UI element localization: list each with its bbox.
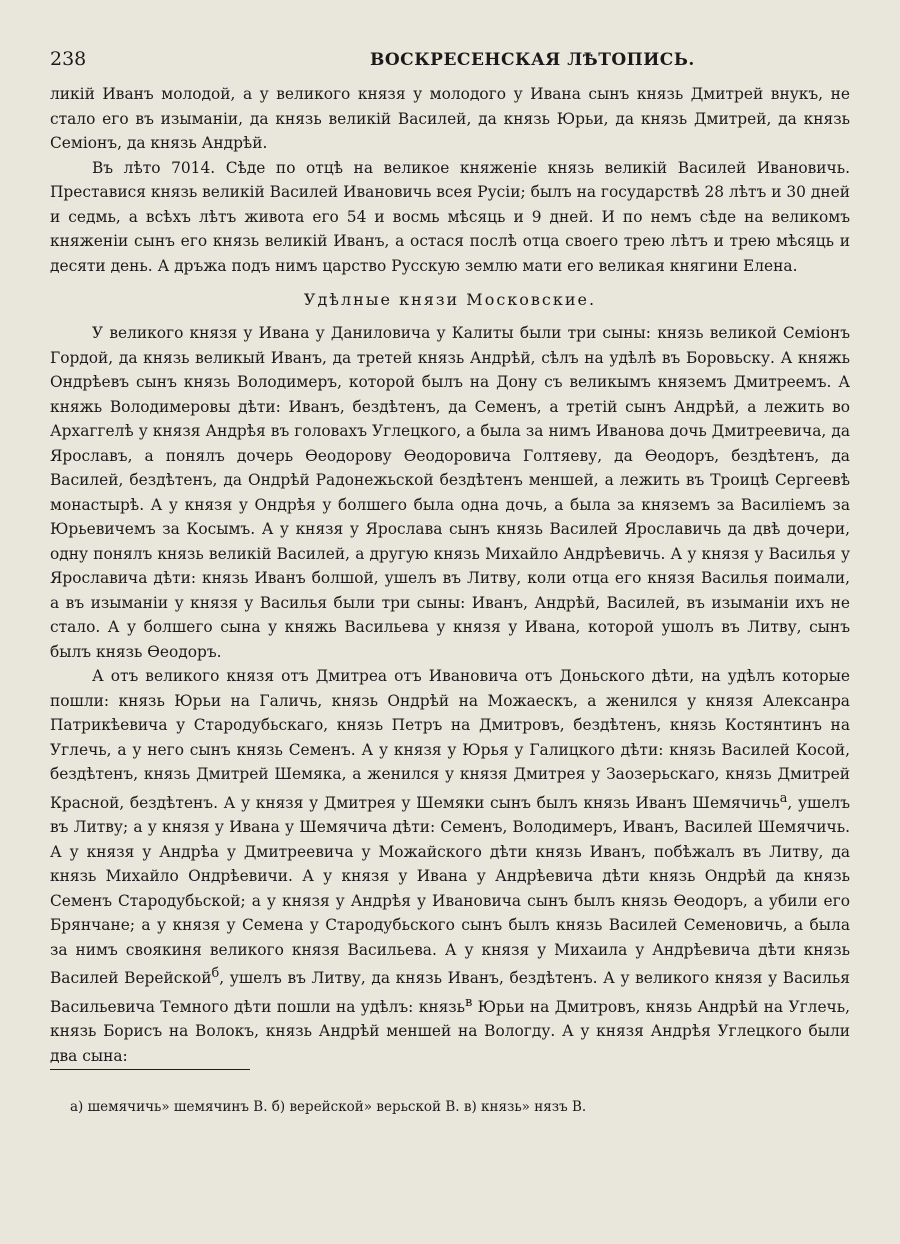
paragraph	[50, 664, 850, 1068]
running-title: ВОСКРЕСЕНСКАЯ ЛѢТОПИСЬ.	[370, 50, 695, 70]
text-run: Юрьи на Дмитровъ, князь Андрѣй на Углечь, князь Борисъ на Волокъ, князь Андрѣй меншей на Вологду. А у князя Андрѣя Углецкого были два сына:	[50, 997, 850, 1065]
footnote-divider	[50, 1069, 250, 1070]
paragraph: У великого князя у Ивана у Даниловича у Калиты были три сыны: князь великой Семiонъ Гордой, да князь великый Иванъ, да третей князь Андрѣй, сѣлъ на удѣлѣ въ Боровьску. А княжь Ондрѣевъ сынъ князь Володимеръ, которой былъ на Дону съ великымъ княземъ Дмитреемъ. А княжь Володимеровы дѣти: Иванъ, бездѣтенъ, да Семенъ, а третiй сынъ Андрѣй, а лежить во Архаггелѣ у князя Андрѣя въ головахъ Углецкого, а была за нимъ Иванова дочь Дмитреевича, да Ярославъ, а понялъ дочерь Ѳеодорову Ѳеодоровича Голтяеву, да Ѳеодоръ, бездѣтенъ, да Василей, бездѣтенъ, да Ондрѣй Радонежьской бездѣтенъ меншей, а лежить въ Троицѣ Сергеевѣ монастырѣ. А у князя у Ондрѣя у болшего была одна дочь, а была за княземъ за Василiемъ за Юрьевичемъ за Косымъ. А у князя у Ярослава сынъ князь Василей Ярославичь да двѣ дочери, одну понялъ князь великiй Василей, а другую князь Михайло Андрѣевичь. А у князя у Василья у Ярославича дѣти: князь Иванъ болшой, ушелъ въ Литву, коли отца его князя Василья поимали, а въ изыманiи у князя у Василья были три сыны: Иванъ, Андрѣй, Василей, въ изыманiи ихъ не стало. А у болшего сына у княжь Васильева у князя у Ивана, которой ушолъ въ Литву, сынъ былъ князь Ѳеодоръ.	[50, 324, 850, 661]
paragraph: ликiй Иванъ молодой, а у великого князя у молодого у Ивана сынъ князь Дмитрей внукъ, не стало его въ изыманiи, да князь великiй Василей, да князь Юрьи, да князь Дмитрей, да князь Семiонъ, да князь Андрѣй.	[50, 85, 850, 152]
page-number: 238	[50, 48, 87, 70]
footnote-marker: б	[211, 966, 220, 982]
text-run: , ушелъ въ Литву; а у князя у Ивана у Шемячича дѣти: Семенъ, Володимеръ, Иванъ, Василей Шемячичь. А у князя у Андрѣа у Дмитреевича у Можайского дѣти князь Иванъ, побѣжалъ въ Литву, да князь Михайло Ондрѣевичи. А у князя у Ивана у Андрѣевича дѣти князь Ондрѣй да князь Семенъ Стародубьской; а у князя у Андрѣя у Ивановича сынъ былъ князь Ѳеодоръ, а убили его Брянчане; а у князя у Семена у Стародубьского сынъ былъ князь Василей Семеновичь, а была за нимъ своякиня великого князя Васильева. А у князя у Михаила у Андрѣевича дѣти князь Василей Верейской	[50, 793, 850, 988]
text-run: А отъ великого князя отъ Дмитреа отъ Ивановича отъ Доньского дѣти, на удѣлъ которые пошли: князь Юрьи на Галичь, князь Ондрѣй на Можаескъ, а женился у князя Алексанра Патрикѣевича у Стародубьскаго, князь Петръ на Дмитровъ, бездѣтенъ, князь Костянтинъ на Углечь, а у него сынъ князь Семенъ. А у князя у Юрья у Галицкого дѣти: князь Василей Косой, бездѣтенъ, князь Дмитрей Шемяка, а женился у князя Дмитрея у Заозерьскаго, князь Дмитрей Красной, бездѣтенъ. А у князя у Дмитрея у Шемяки сынъ былъ князь Иванъ Шемячичь	[50, 667, 850, 812]
footnote-marker: а	[779, 790, 788, 806]
footnote-marker: в	[465, 994, 473, 1010]
page-header	[50, 48, 850, 74]
section-heading: Удѣлные князи Московские.	[303, 290, 597, 309]
paragraph: Въ лѣто 7014. Сѣде по отцѣ на великое княженiе князь великiй Василей Ивановичь. Преставися князь великiй Василей Ивановичь всея Русiи; былъ на государствѣ 28 лѣтъ и 30 дней и седмь, а всѣхъ лѣтъ живота его 54 и восмь мѣсяць и 9 дней. И по немъ сѣде на великомъ княженiи сынъ его князь великiй Иванъ, а остася послѣ отца своего трею лѣтъ и трею мѣсяць и десяти день. А дръжа подъ нимъ царство Русскую землю мати его великая княгини Елена.	[50, 158, 850, 275]
text-run: , ушелъ въ Литву, да князь Иванъ, бездѣтенъ. А у великого князя у Василья Васильевича Темного дѣти пошли на удѣлъ: князь	[50, 969, 850, 1016]
main-text	[50, 82, 850, 1068]
footnotes: а) шемячичь» шемячинъ В. б) верейской» верьской В. в) князь» нязъ В.	[70, 1099, 587, 1115]
